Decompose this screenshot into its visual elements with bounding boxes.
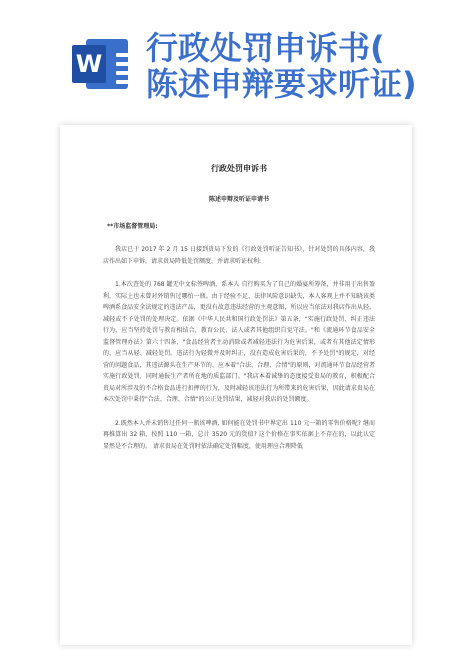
banner [0,0,474,112]
document-page [60,125,412,645]
word-icon-letter: W [72,45,106,83]
banner-title-line2: 陈述申辩要求听证) [146,65,417,103]
paragraph-point-2: 2.既然本人并未销售过任何一瓶该啤酒, 如何能在处罚书中界定出 110 元一箱的零售价格呢? 继而再推算出 32 箱，按照 110 一箱，总计 3520 元的货值? 这个价格在事实依据上不存在的，以此认定显然是不合理的。 请求贵局在处罚时依法确定处罚幅度，使用理应合理降低 [103,419,375,450]
paragraph-point-1: 1.本次查处的 768 罐无中文标签啤酒，系本人 自行购买为了自己的婚宴所筹备，并非用于出售盈利，实际上也未曾对外销售过哪怕一瓶。由于经验不足，法律风险意识缺失，本人客观上并不知晓该类啤酒系食品安全法规定的违法产品，更没有故意违法经营的主观意图，所以应当依法对我店作出从轻、减轻或不予处罚的处理决定。依据《中华人民共和国行政处罚法》第五条，"实施行政处罚、纠正违法行为，应当坚持处罚与教育相结合，教育公民、法人或者其他组织自觉守法。"和《流通环节食品安全监督管理办法》第六十四条，"食品经营者主动消除或者减轻违法行为危害后果，或者有其他法定情形的，应当从轻、减轻处罚。违法行为轻微并及时纠正，没有造成危害后果的，不予处罚"的规定，对经营的问题食品，其违法源头在生产环节的，应本着"合法、合理、合情"的原则，对流通环节食品经营者实施行政处罚，同时通报生产者所在地的质监部门。"我店本着诚挚的态度接受贵局的教育，积极配合贵局对所涉及的不合格食品进行扣押的行为，及时减轻该违法行为所带来的危害后果，因此请求贵局在本次处罚中秉持"合法、合理、合情"的公正处罚结果，减轻对我店的处罚额度。 [103,281,375,403]
banner-title-line1: 行政处罚申诉书( [146,29,385,67]
paragraph-intro: 我店已于 2017 年 2 月 15 日接到贵局下发的《行政处罚听证告知书》，针对处罚的具体内容，我店作出如下申诉，请求贵局降低处罚额度，并请求听证权利: [103,246,375,265]
document-subtitle: 陈述申辩及听证申请书 [208,196,269,203]
document-title: 行政处罚申诉书 [211,164,267,173]
recipient-line: **市场监督管理局: [107,223,158,230]
document-body [103,157,375,452]
banner-title [146,30,466,102]
word-icon-lines [116,53,138,89]
word-icon [72,36,128,92]
